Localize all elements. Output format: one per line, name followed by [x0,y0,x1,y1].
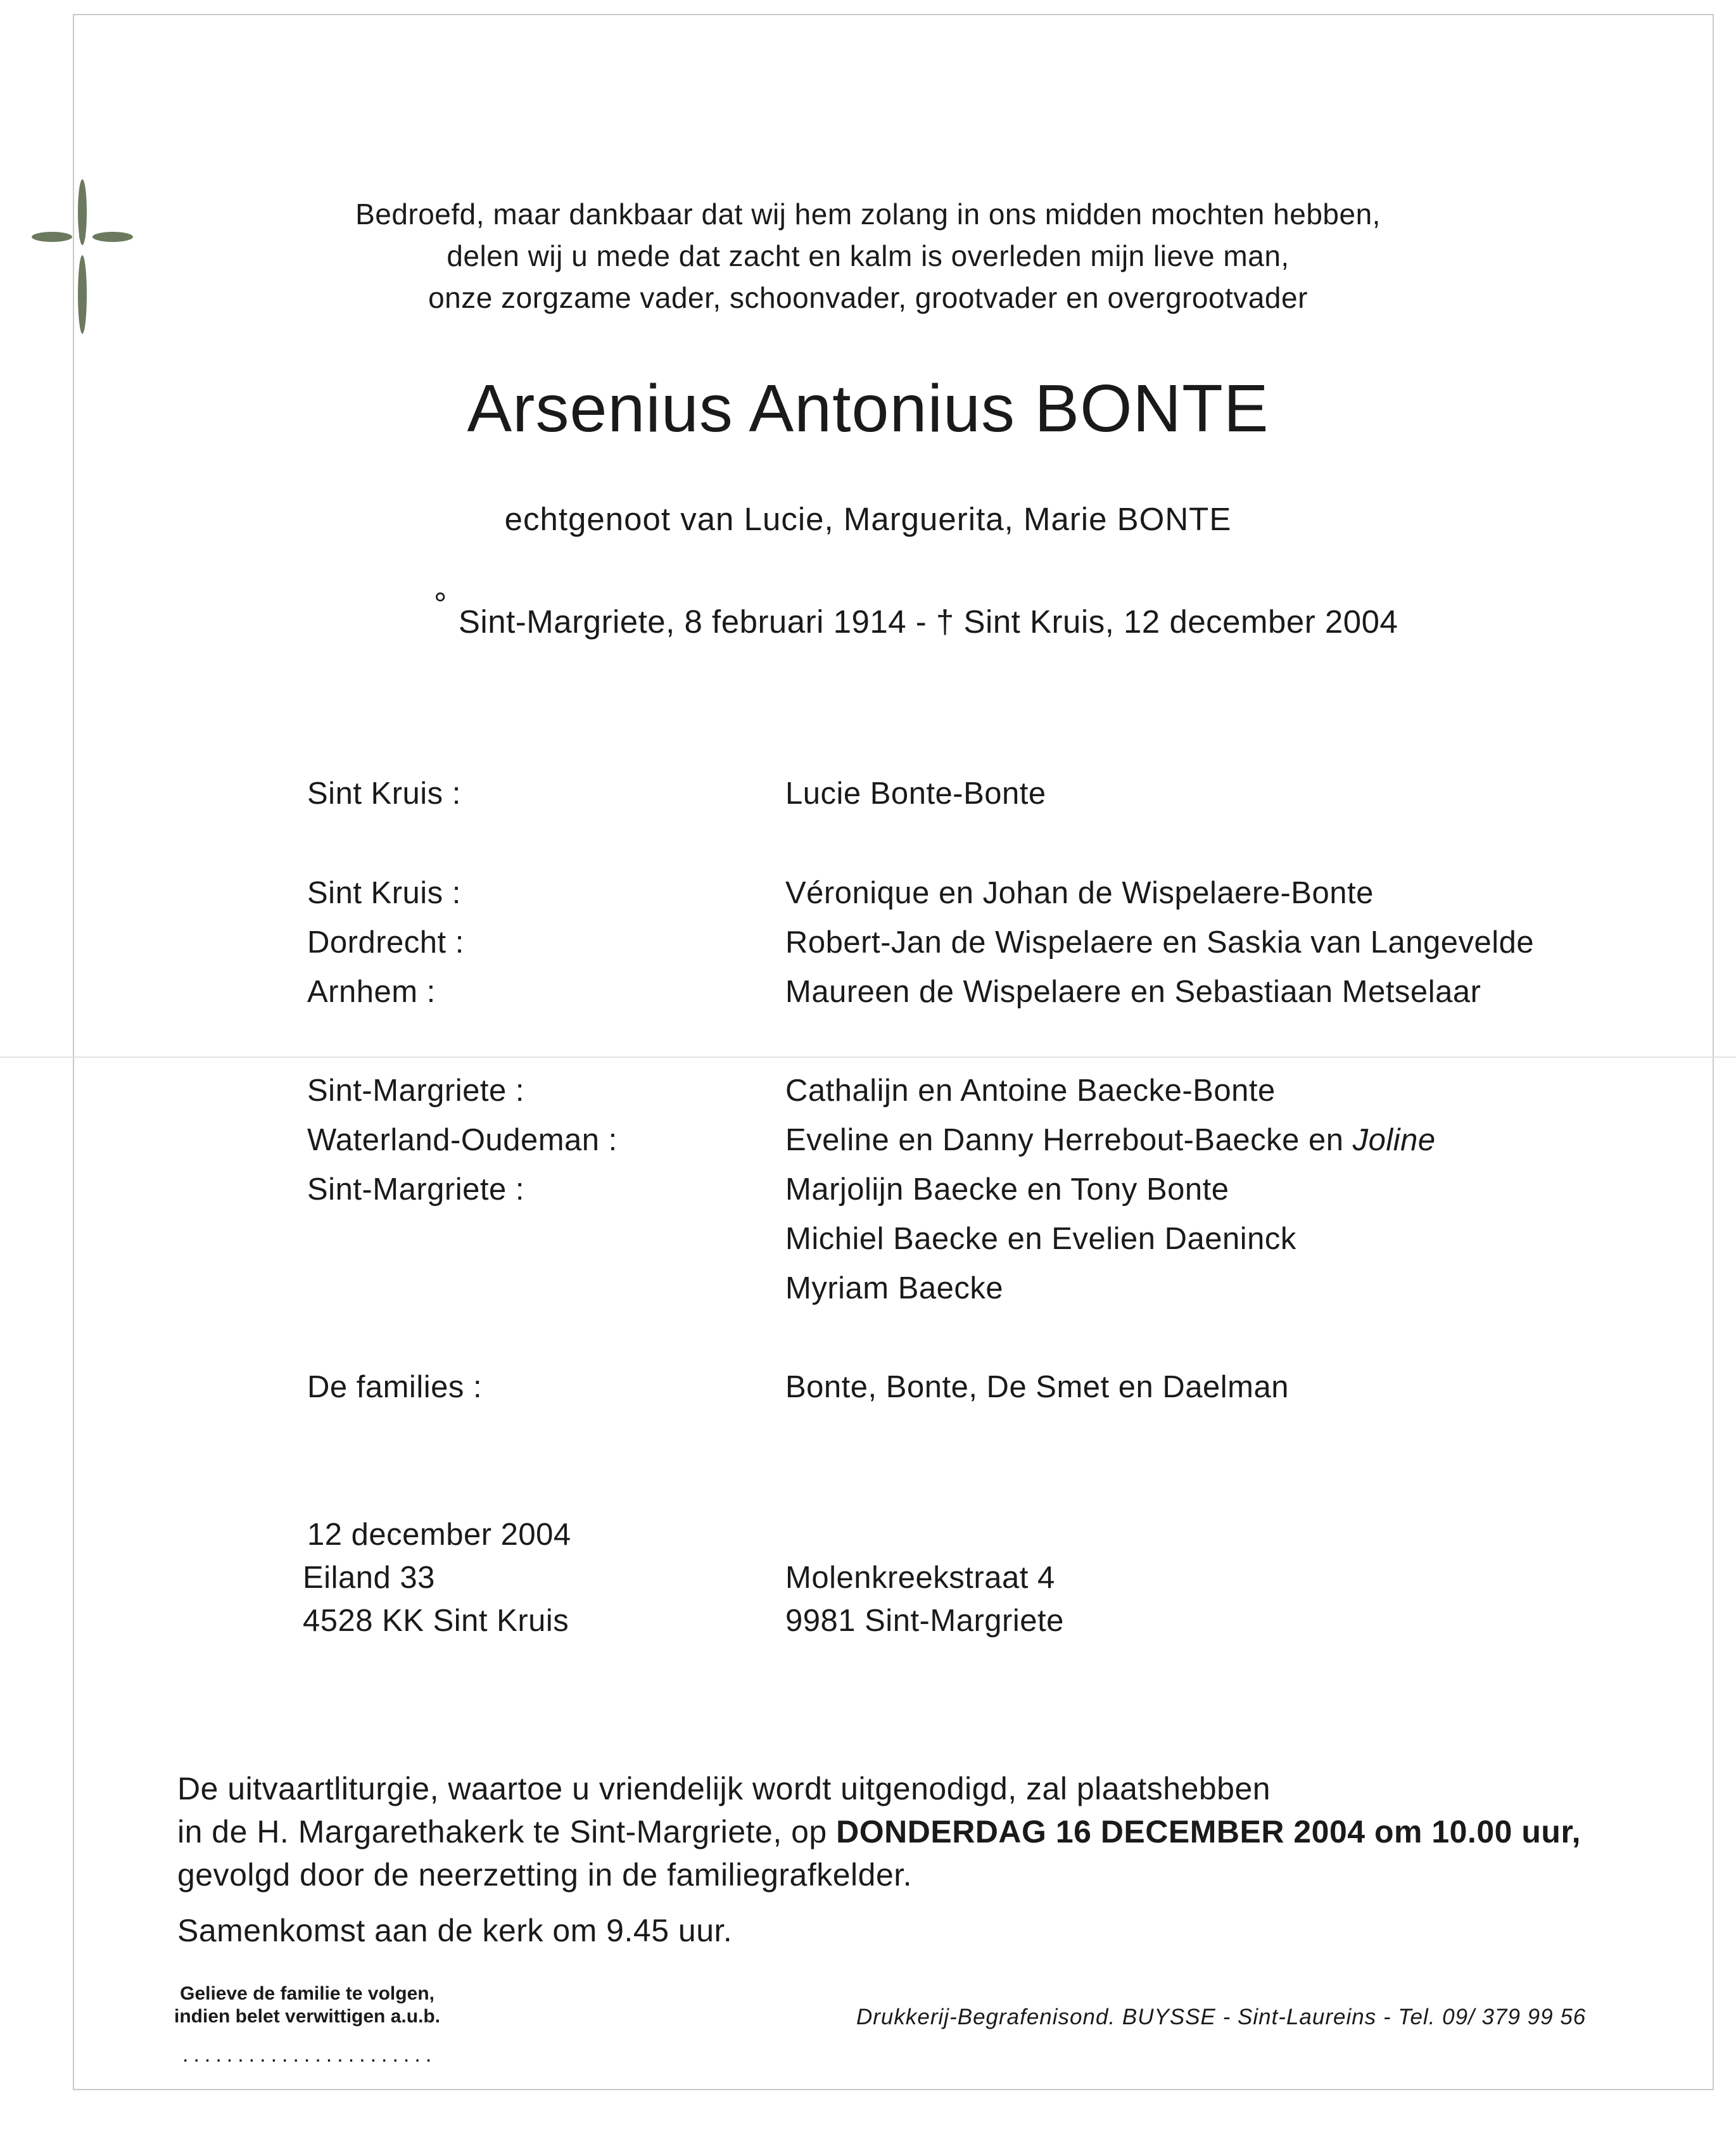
follow-note-line: indien belet verwittigen a.u.b. [174,2006,441,2027]
family-place: Sint-Margriete : [307,1074,524,1108]
family-names-text: Eveline en Danny Herrebout-Baecke en [785,1123,1344,1157]
family-place: Arnhem : [307,975,436,1009]
gathering-line: Samenkomst aan de kerk om 9.45 uur. [177,1913,733,1948]
intro-line: delen wij u mede dat zacht en kalm is overleden mijn lieve man, [447,239,1289,272]
liturgy-line-text: in de H. Margarethakerk te Sint-Margriete, op [177,1814,827,1849]
deceased-name: Arsenius Antonius BONTE [467,371,1269,446]
printer-credit: Drukkerij-Begrafenisond. BUYSSE - Sint-Laureins - Tel. 09/ 379 99 56 [856,2005,1587,2029]
follow-note-line: Gelieve de familie te volgen, [180,1983,434,2004]
dates-line [434,586,1398,640]
family-names [785,1122,1436,1158]
family-place: De families : [307,1370,483,1404]
death-symbol: † [935,604,954,640]
liturgy-line: gevolgd door de neerzetting in de familiegrafkelder. [177,1857,913,1893]
family-place: Sint Kruis : [307,876,461,910]
signature-dotted-line: ....................... [182,2043,437,2067]
intro-text [0,193,1736,319]
liturgy-line: De uitvaartliturgie, waartoe u vriendelijk wordt uitgenodigd, zal plaatshebben [177,1771,1271,1806]
family-names: Robert-Jan de Wispelaere en Saskia van Langevelde [785,925,1535,960]
family-place: Waterland-Oudeman : [307,1123,618,1157]
liturgy-line [177,1810,1581,1853]
follow-note [174,1982,440,2028]
family-place: Dordrecht : [307,925,464,960]
family-names: Bonte, Bonte, De Smet en Daelman [785,1370,1289,1404]
intro-line: onze zorgzame vader, schoonvader, grootvader en overgrootvader [428,281,1308,314]
spouse-line: echtgenoot van Lucie, Marguerita, Marie BONTE [504,501,1232,537]
liturgy-date-bold: DONDERDAG 16 DECEMBER 2004 om 10.00 uur, [836,1814,1581,1849]
liturgy-text [177,1767,1581,1952]
family-names: Cathalijn en Antoine Baecke-Bonte [785,1074,1276,1108]
family-place: Sint-Margriete : [307,1172,524,1207]
death-info: Sint Kruis, 12 december 2004 [963,604,1398,640]
family-names: Michiel Baecke en Evelien Daeninck [785,1222,1296,1256]
address-left-city: 4528 KK Sint Kruis [303,1604,569,1638]
family-names: Maureen de Wispelaere en Sebastiaan Metselaar [785,975,1481,1009]
family-place: Sint Kruis : [307,777,461,811]
family-names: Véronique en Johan de Wispelaere-Bonte [785,876,1374,910]
address-date: 12 december 2004 [307,1518,571,1552]
birth-info: Sint-Margriete, 8 februari 1914 - [458,604,927,640]
birth-symbol: ° [434,586,447,622]
family-names: Myriam Baecke [785,1271,1004,1305]
address-left-street: Eiland 33 [303,1561,435,1595]
family-names-italic: Joline [1352,1123,1436,1157]
family-names: Lucie Bonte-Bonte [785,777,1046,811]
fold-line [0,1056,1736,1058]
family-names: Marjolijn Baecke en Tony Bonte [785,1172,1229,1207]
address-right-street: Molenkreekstraat 4 [785,1561,1055,1595]
address-right-city: 9981 Sint-Margriete [785,1604,1064,1638]
intro-line: Bedroefd, maar dankbaar dat wij hem zolang in ons midden mochten hebben, [355,198,1381,231]
